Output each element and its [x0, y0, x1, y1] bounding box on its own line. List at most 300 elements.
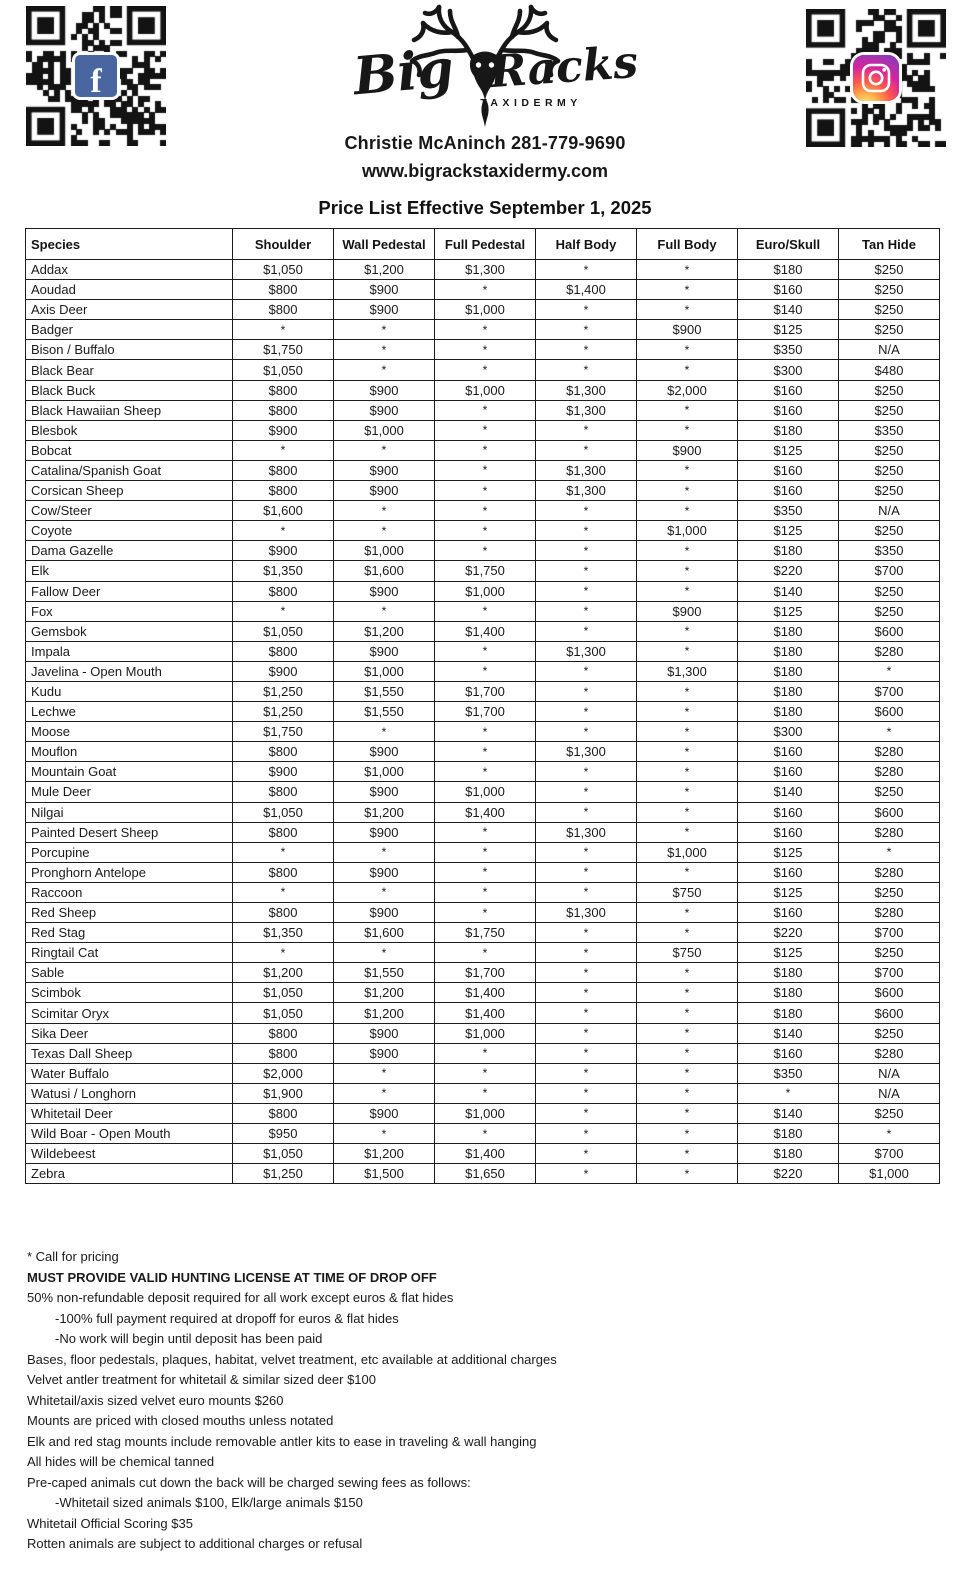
table-row — [26, 481, 940, 501]
price-cell: $1,300 — [536, 400, 637, 420]
table-row — [26, 943, 940, 963]
price-cell: $180 — [738, 661, 839, 681]
price-cell: $1,000 — [334, 541, 435, 561]
price-cell: * — [637, 1103, 738, 1123]
price-cell: $250 — [839, 481, 940, 501]
price-cell: $700 — [839, 681, 940, 701]
species-cell: Blesbok — [26, 420, 233, 440]
price-cell: * — [435, 943, 536, 963]
price-cell: $125 — [738, 320, 839, 340]
species-cell: Wildebeest — [26, 1144, 233, 1164]
price-cell: $1,350 — [233, 561, 334, 581]
contact-line: Christie McAninch 281-779-9690 — [344, 133, 626, 153]
price-cell: * — [435, 1043, 536, 1063]
price-cell: * — [233, 842, 334, 862]
price-cell: * — [637, 1023, 738, 1043]
page-title: Price List Effective September 1, 2025 — [318, 197, 652, 218]
price-cell: * — [536, 963, 637, 983]
footer-notes — [27, 1247, 947, 1555]
price-cell: * — [536, 1164, 637, 1184]
price-cell: $1,300 — [435, 260, 536, 280]
price-cell: * — [334, 601, 435, 621]
price-cell: $900 — [334, 742, 435, 762]
note-line: Velvet antler treatment for whitetail & similar sized deer $100 — [27, 1372, 377, 1387]
price-cell: $1,400 — [536, 280, 637, 300]
price-cell: * — [233, 882, 334, 902]
table-row — [26, 400, 940, 420]
price-cell: * — [536, 360, 637, 380]
species-cell: Catalina/Spanish Goat — [26, 460, 233, 480]
price-cell: * — [334, 340, 435, 360]
price-cell: $1,300 — [536, 742, 637, 762]
price-cell: $800 — [233, 1043, 334, 1063]
price-cell: $800 — [233, 300, 334, 320]
price-cell: * — [637, 822, 738, 842]
table-row — [26, 541, 940, 561]
price-cell: $1,300 — [536, 641, 637, 661]
price-cell: * — [435, 742, 536, 762]
species-cell: Gemsbok — [26, 621, 233, 641]
species-cell: Texas Dall Sheep — [26, 1043, 233, 1063]
note-line: 50% non-refundable deposit required for all work except euros & flat hides — [27, 1290, 454, 1305]
price-cell: $180 — [738, 541, 839, 561]
price-cell: $180 — [738, 420, 839, 440]
price-cell: $700 — [839, 963, 940, 983]
price-cell: $180 — [738, 963, 839, 983]
price-cell: $250 — [839, 300, 940, 320]
price-cell: $1,050 — [233, 1003, 334, 1023]
price-cell: $800 — [233, 481, 334, 501]
price-cell: $1,650 — [435, 1164, 536, 1184]
price-cell: $1,000 — [435, 300, 536, 320]
price-cell: * — [839, 661, 940, 681]
price-cell: $1,700 — [435, 681, 536, 701]
note-line: Elk and red stag mounts include removable antler kits to ease in traveling & wall hanging — [27, 1433, 537, 1449]
column-header-shoulder: Shoulder — [233, 229, 334, 260]
table-row — [26, 661, 940, 681]
price-cell: $250 — [839, 882, 940, 902]
price-cell: $800 — [233, 460, 334, 480]
table-row — [26, 280, 940, 300]
price-cell: $1,300 — [536, 481, 637, 501]
species-cell: Bison / Buffalo — [26, 340, 233, 360]
price-cell: $900 — [233, 420, 334, 440]
price-cell: * — [435, 400, 536, 420]
note-line: -Whitetail sized animals $100, Elk/large animals $150 — [55, 1495, 363, 1510]
price-cell: * — [637, 1083, 738, 1103]
price-cell: * — [536, 541, 637, 561]
price-cell: $600 — [839, 621, 940, 641]
price-cell: * — [637, 360, 738, 380]
price-cell: * — [536, 983, 637, 1003]
species-cell: Nilgai — [26, 802, 233, 822]
species-cell: Sika Deer — [26, 1023, 233, 1043]
price-cell: * — [233, 320, 334, 340]
price-cell: * — [637, 722, 738, 742]
table-row — [26, 1003, 940, 1023]
price-cell: * — [334, 1063, 435, 1083]
price-cell: $900 — [334, 903, 435, 923]
price-cell: $160 — [738, 481, 839, 501]
price-cell: * — [435, 340, 536, 360]
price-cell: $2,000 — [637, 380, 738, 400]
price-cell: $1,000 — [637, 521, 738, 541]
species-cell: Impala — [26, 641, 233, 661]
price-cell: $1,550 — [334, 681, 435, 701]
price-cell: * — [637, 481, 738, 501]
price-cell: $900 — [334, 400, 435, 420]
price-cell: $1,200 — [334, 983, 435, 1003]
table-row — [26, 380, 940, 400]
price-cell: * — [435, 762, 536, 782]
price-cell: $600 — [839, 1003, 940, 1023]
price-cell: $900 — [233, 661, 334, 681]
price-cell: $1,000 — [334, 420, 435, 440]
price-cell: * — [637, 1164, 738, 1184]
price-cell: $250 — [839, 601, 940, 621]
price-cell: $1,200 — [334, 1144, 435, 1164]
price-cell: * — [637, 300, 738, 320]
species-cell: Dama Gazelle — [26, 541, 233, 561]
price-cell: * — [536, 702, 637, 722]
price-cell: $900 — [233, 541, 334, 561]
table-row — [26, 762, 940, 782]
table-row — [26, 802, 940, 822]
price-cell: $125 — [738, 842, 839, 862]
table-row — [26, 460, 940, 480]
price-cell: $900 — [637, 440, 738, 460]
price-cell: $900 — [334, 822, 435, 842]
species-cell: Badger — [26, 320, 233, 340]
price-cell: $1,050 — [233, 260, 334, 280]
price-cell: $1,300 — [536, 903, 637, 923]
price-cell: * — [637, 802, 738, 822]
price-cell: $1,400 — [435, 1144, 536, 1164]
price-cell: $1,600 — [334, 923, 435, 943]
price-cell: $180 — [738, 702, 839, 722]
price-cell: $1,300 — [536, 822, 637, 842]
price-cell: * — [334, 943, 435, 963]
price-cell: $1,000 — [435, 1103, 536, 1123]
price-cell: $900 — [334, 581, 435, 601]
price-cell: $900 — [334, 782, 435, 802]
table-row — [26, 822, 940, 842]
price-cell: $280 — [839, 822, 940, 842]
price-cell: N/A — [839, 340, 940, 360]
price-cell: * — [536, 320, 637, 340]
table-row — [26, 621, 940, 641]
table-row — [26, 862, 940, 882]
price-cell: * — [435, 882, 536, 902]
species-cell: Lechwe — [26, 702, 233, 722]
price-cell: $160 — [738, 903, 839, 923]
price-cell: $280 — [839, 1043, 940, 1063]
price-cell: * — [637, 501, 738, 521]
price-cell: * — [233, 601, 334, 621]
price-cell: * — [334, 440, 435, 460]
price-cell: $160 — [738, 400, 839, 420]
price-cell: $900 — [334, 1103, 435, 1123]
price-cell: $160 — [738, 862, 839, 882]
price-cell: $220 — [738, 923, 839, 943]
price-cell: * — [536, 521, 637, 541]
price-cell: $140 — [738, 1103, 839, 1123]
price-cell: $1,750 — [233, 722, 334, 742]
table-row — [26, 1083, 940, 1103]
price-cell: $140 — [738, 1023, 839, 1043]
price-cell: * — [637, 702, 738, 722]
price-cell: $700 — [839, 561, 940, 581]
table-header-row — [26, 229, 940, 260]
table-row — [26, 681, 940, 701]
price-cell: $140 — [738, 300, 839, 320]
species-cell: Addax — [26, 260, 233, 280]
price-cell: $900 — [637, 601, 738, 621]
price-cell: $1,750 — [233, 340, 334, 360]
price-cell: * — [536, 601, 637, 621]
price-cell: * — [435, 661, 536, 681]
price-cell: $220 — [738, 1164, 839, 1184]
price-cell: $125 — [738, 521, 839, 541]
price-cell: * — [637, 561, 738, 581]
price-cell: * — [536, 1103, 637, 1123]
note-line: -100% full payment required at dropoff for euros & flat hides — [55, 1310, 399, 1326]
price-cell: * — [435, 722, 536, 742]
price-cell: $350 — [738, 501, 839, 521]
price-cell: $250 — [839, 380, 940, 400]
column-header-tan-hide: Tan Hide — [839, 229, 940, 260]
price-cell: * — [536, 882, 637, 902]
price-cell: * — [435, 903, 536, 923]
table-row — [26, 842, 940, 862]
price-cell: * — [637, 1003, 738, 1023]
price-cell: * — [435, 280, 536, 300]
price-cell: * — [637, 782, 738, 802]
table-row — [26, 360, 940, 380]
price-cell: $180 — [738, 641, 839, 661]
price-cell: * — [435, 460, 536, 480]
website-line: www.bigrackstaxidermy.com — [361, 161, 609, 181]
header — [0, 0, 970, 219]
species-cell: Scimbok — [26, 983, 233, 1003]
price-cell: $1,000 — [435, 782, 536, 802]
price-cell: $900 — [334, 1043, 435, 1063]
species-cell: Cow/Steer — [26, 501, 233, 521]
species-cell: Zebra — [26, 1164, 233, 1184]
price-cell: $1,200 — [334, 802, 435, 822]
price-cell: * — [435, 440, 536, 460]
table-row — [26, 782, 940, 802]
price-cell: * — [435, 641, 536, 661]
price-cell: $1,550 — [334, 963, 435, 983]
price-cell: $160 — [738, 742, 839, 762]
table-row — [26, 742, 940, 762]
price-cell: $1,050 — [233, 802, 334, 822]
price-cell: $350 — [738, 1063, 839, 1083]
price-cell: $250 — [839, 440, 940, 460]
price-cell: * — [334, 360, 435, 380]
price-cell: $1,400 — [435, 621, 536, 641]
table-row — [26, 722, 940, 742]
price-cell: $125 — [738, 943, 839, 963]
price-cell: $950 — [233, 1124, 334, 1144]
table-row — [26, 882, 940, 902]
price-cell: * — [536, 581, 637, 601]
species-cell: Pronghorn Antelope — [26, 862, 233, 882]
table-row — [26, 1043, 940, 1063]
price-cell: $160 — [738, 802, 839, 822]
price-cell: * — [536, 722, 637, 742]
price-cell: * — [536, 943, 637, 963]
price-cell: * — [435, 842, 536, 862]
price-cell: * — [637, 581, 738, 601]
price-cell: * — [435, 1124, 536, 1144]
price-cell: * — [334, 1124, 435, 1144]
table-row — [26, 440, 940, 460]
species-cell: Mouflon — [26, 742, 233, 762]
price-cell: $250 — [839, 782, 940, 802]
price-cell: $160 — [738, 280, 839, 300]
price-cell: $1,200 — [334, 621, 435, 641]
price-cell: $1,000 — [839, 1164, 940, 1184]
price-cell: $300 — [738, 360, 839, 380]
price-cell: * — [637, 460, 738, 480]
price-cell: $250 — [839, 1023, 940, 1043]
table-row — [26, 260, 940, 280]
price-cell: $125 — [738, 440, 839, 460]
table-row — [26, 641, 940, 661]
price-cell: * — [637, 1043, 738, 1063]
price-cell: $280 — [839, 903, 940, 923]
price-cell: $900 — [334, 481, 435, 501]
price-cell: * — [536, 260, 637, 280]
price-cell: $1,050 — [233, 1144, 334, 1164]
deer-skull-antlers-logo — [315, 2, 655, 128]
price-cell: $250 — [839, 400, 940, 420]
price-cell: * — [435, 320, 536, 340]
species-cell: Water Buffalo — [26, 1063, 233, 1083]
table-row — [26, 1124, 940, 1144]
species-cell: Raccoon — [26, 882, 233, 902]
table-row — [26, 983, 940, 1003]
price-cell: * — [536, 1063, 637, 1083]
price-cell: * — [334, 1083, 435, 1103]
price-cell: $250 — [839, 1103, 940, 1123]
price-cell: $280 — [839, 762, 940, 782]
note-line: Rotten animals are subject to additional charges or refusal — [27, 1536, 363, 1551]
price-cell: $800 — [233, 1023, 334, 1043]
price-cell: * — [536, 681, 637, 701]
species-cell: Ringtail Cat — [26, 943, 233, 963]
price-table — [25, 228, 940, 1184]
price-cell: $480 — [839, 360, 940, 380]
price-cell: * — [637, 963, 738, 983]
price-cell: $800 — [233, 903, 334, 923]
price-cell: * — [637, 1144, 738, 1164]
price-cell: * — [536, 501, 637, 521]
price-cell: * — [536, 1144, 637, 1164]
price-cell: $1,750 — [435, 923, 536, 943]
price-cell: $125 — [738, 882, 839, 902]
price-cell: $900 — [334, 460, 435, 480]
price-cell: $140 — [738, 782, 839, 802]
logo-racks-text: Racks — [488, 36, 640, 99]
price-cell: * — [435, 360, 536, 380]
price-cell: $800 — [233, 280, 334, 300]
price-cell: * — [637, 260, 738, 280]
species-cell: Moose — [26, 722, 233, 742]
species-cell: Black Hawaiian Sheep — [26, 400, 233, 420]
price-cell: $250 — [839, 581, 940, 601]
price-cell: * — [536, 561, 637, 581]
price-cell: * — [536, 621, 637, 641]
note-line: Pre-caped animals cut down the back will be charged sewing fees as follows: — [27, 1474, 471, 1490]
note-line: * Call for pricing — [27, 1249, 119, 1264]
price-cell: * — [839, 842, 940, 862]
price-cell: $700 — [839, 1144, 940, 1164]
price-cell: * — [233, 440, 334, 460]
price-cell: $1,600 — [233, 501, 334, 521]
price-cell: $800 — [233, 380, 334, 400]
price-cell: $1,000 — [334, 762, 435, 782]
price-cell: $280 — [839, 742, 940, 762]
table-row — [26, 963, 940, 983]
price-cell: * — [334, 882, 435, 902]
price-cell: $250 — [839, 260, 940, 280]
price-cell: $180 — [738, 1144, 839, 1164]
price-cell: * — [435, 862, 536, 882]
species-cell: Javelina - Open Mouth — [26, 661, 233, 681]
price-cell: $220 — [738, 561, 839, 581]
price-cell: * — [536, 300, 637, 320]
price-cell: $180 — [738, 681, 839, 701]
price-cell: $160 — [738, 822, 839, 842]
price-cell: $1,000 — [637, 842, 738, 862]
column-header-species: Species — [26, 229, 233, 260]
species-cell: Mountain Goat — [26, 762, 233, 782]
column-header-wall-pedestal: Wall Pedestal — [334, 229, 435, 260]
table-row — [26, 1144, 940, 1164]
price-cell: * — [435, 521, 536, 541]
species-cell: Watusi / Longhorn — [26, 1083, 233, 1103]
species-cell: Fox — [26, 601, 233, 621]
species-cell: Bobcat — [26, 440, 233, 460]
species-cell: Coyote — [26, 521, 233, 541]
price-cell: * — [334, 521, 435, 541]
price-cell: $250 — [839, 320, 940, 340]
price-cell: * — [637, 621, 738, 641]
price-cell: $800 — [233, 862, 334, 882]
species-cell: Scimitar Oryx — [26, 1003, 233, 1023]
price-cell: * — [435, 601, 536, 621]
price-cell: * — [334, 320, 435, 340]
price-cell: $1,050 — [233, 621, 334, 641]
price-cell: * — [435, 481, 536, 501]
table-row — [26, 601, 940, 621]
price-cell: $1,400 — [435, 983, 536, 1003]
note-line: -No work will begin until deposit has been paid — [55, 1331, 323, 1346]
price-cell: * — [233, 943, 334, 963]
price-cell: * — [435, 501, 536, 521]
price-cell: * — [536, 1043, 637, 1063]
price-cell: $2,000 — [233, 1063, 334, 1083]
table-row — [26, 420, 940, 440]
column-header-half-body: Half Body — [536, 229, 637, 260]
price-cell: $1,200 — [334, 1003, 435, 1023]
species-cell: Aoudad — [26, 280, 233, 300]
price-cell: $300 — [738, 722, 839, 742]
price-cell: * — [637, 1063, 738, 1083]
